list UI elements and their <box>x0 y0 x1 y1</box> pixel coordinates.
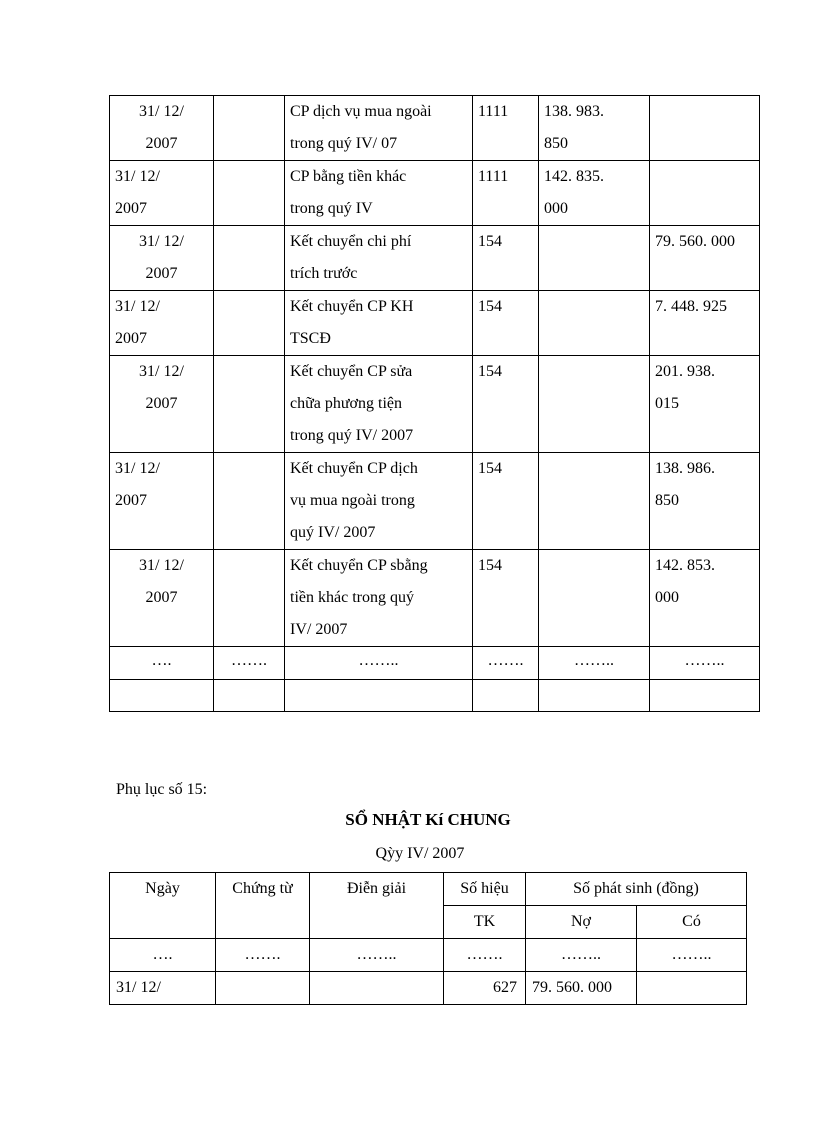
dots-cell: …….. <box>526 939 637 972</box>
empty-cell <box>473 680 539 712</box>
journal-header-row-1 <box>110 873 747 906</box>
ledger-debit <box>539 356 650 453</box>
ledger-row <box>110 453 760 550</box>
row-date: 31/ 12/ <box>110 972 216 1005</box>
ledger-description <box>285 550 473 647</box>
ledger-account-value: 1111 <box>478 168 509 185</box>
ledger-credit <box>650 356 760 453</box>
ledger-row <box>110 96 760 161</box>
ledger-row <box>110 356 760 453</box>
ledger-debit <box>539 161 650 226</box>
ledger-credit-line: 7. 448. 925 <box>655 298 727 315</box>
empty-cell <box>214 680 285 712</box>
ledger-voucher <box>214 356 285 453</box>
ledger-description-line: Kết chuyển chi phí <box>290 233 412 250</box>
ledger-voucher <box>214 291 285 356</box>
ledger-account <box>473 291 539 356</box>
ledger-date <box>110 96 214 161</box>
ledger-description-line: Kết chuyển CP dịch <box>290 460 418 477</box>
row-description <box>310 972 444 1005</box>
ledger-date-line: 31/ 12/ <box>139 557 184 574</box>
ledger-debit-line: 138. 983. <box>544 103 604 120</box>
ledger-description-line: chữa phương tiện <box>290 395 402 412</box>
ledger-table <box>109 95 760 712</box>
ledger-date <box>110 291 214 356</box>
journal-row <box>110 972 747 1005</box>
dots-cell: …….. <box>637 939 747 972</box>
ledger-dots-row <box>110 647 760 680</box>
ledger-date-line: 2007 <box>115 492 147 509</box>
ledger-account <box>473 96 539 161</box>
dots-cell: ……. <box>444 939 526 972</box>
ledger-credit-line: 201. 938. <box>655 363 715 380</box>
header-voucher: Chứng từ <box>216 873 310 939</box>
ledger-description <box>285 291 473 356</box>
ledger-description-line: trong quý IV/ 07 <box>290 135 398 152</box>
ledger-credit-line: 850 <box>655 492 679 509</box>
ledger-voucher <box>214 161 285 226</box>
empty-cell <box>285 680 473 712</box>
ledger-description-line: Kết chuyển CP sbằng <box>290 557 428 574</box>
ledger-date-line: 31/ 12/ <box>115 298 160 315</box>
ledger-credit <box>650 96 760 161</box>
ledger-row <box>110 550 760 647</box>
ledger-account <box>473 161 539 226</box>
ledger-account <box>473 226 539 291</box>
ledger-description-line: trong quý IV/ 2007 <box>290 427 414 444</box>
header-debit: Nợ <box>526 906 637 939</box>
ledger-description-line: TSCĐ <box>290 330 331 347</box>
header-account-number: Số hiệu <box>444 873 526 906</box>
ledger-voucher <box>214 96 285 161</box>
row-credit <box>637 972 747 1005</box>
ledger-date-line: 2007 <box>145 135 178 152</box>
ledger-date <box>110 161 214 226</box>
ledger-account-value: 154 <box>478 233 502 250</box>
dots-cell: …….. <box>539 647 650 680</box>
ledger-description-line: Kết chuyển CP KH <box>290 298 414 315</box>
ledger-row <box>110 226 760 291</box>
journal-title: SỔ NHẬT Kí CHUNG <box>345 810 511 829</box>
dots-cell: …. <box>110 939 216 972</box>
ledger-account-value: 154 <box>478 460 502 477</box>
ledger-account-value: 154 <box>478 298 502 315</box>
ledger-body <box>110 96 760 712</box>
ledger-credit-line: 000 <box>655 589 679 606</box>
ledger-description-line: trong quý IV <box>290 200 373 217</box>
ledger-date-line: 31/ 12/ <box>139 233 184 250</box>
ledger-date-line: 2007 <box>115 200 147 217</box>
ledger-debit <box>539 226 650 291</box>
ledger-credit <box>650 550 760 647</box>
dots-cell: …….. <box>285 647 473 680</box>
row-voucher <box>216 972 310 1005</box>
ledger-account-value: 154 <box>478 363 502 380</box>
ledger-date-line: 31/ 12/ <box>115 460 160 477</box>
ledger-description <box>285 356 473 453</box>
header-date: Ngày <box>110 873 216 939</box>
dots-cell: …….. <box>310 939 444 972</box>
empty-cell <box>539 680 650 712</box>
ledger-account-value: 154 <box>478 557 502 574</box>
ledger-date-line: 31/ 12/ <box>139 363 184 380</box>
dots-cell: ……. <box>216 939 310 972</box>
ledger-description-line: IV/ 2007 <box>290 621 348 638</box>
ledger-date-line: 31/ 12/ <box>139 103 184 120</box>
ledger-date-line: 31/ 12/ <box>115 168 160 185</box>
ledger-description-line: quý IV/ 2007 <box>290 524 376 541</box>
ledger-description <box>285 453 473 550</box>
header-description: Điễn giải <box>310 873 444 939</box>
row-account: 627 <box>444 972 526 1005</box>
ledger-voucher <box>214 453 285 550</box>
ledger-voucher <box>214 550 285 647</box>
ledger-description <box>285 161 473 226</box>
ledger-debit-line: 000 <box>544 200 568 217</box>
ledger-credit-line: 142. 853. <box>655 557 715 574</box>
ledger-description-line: CP bằng tiền khác <box>290 168 407 185</box>
ledger-account-value: 1111 <box>478 103 509 120</box>
dots-cell: …. <box>110 647 214 680</box>
ledger-credit <box>650 453 760 550</box>
ledger-credit-line: 79. 560. 000 <box>655 233 735 250</box>
ledger-empty-row <box>110 680 760 712</box>
header-credit: Có <box>637 906 747 939</box>
ledger-account <box>473 550 539 647</box>
ledger-date-line: 2007 <box>145 589 178 606</box>
ledger-description <box>285 96 473 161</box>
ledger-description <box>285 226 473 291</box>
dots-cell: ……. <box>214 647 285 680</box>
ledger-date <box>110 226 214 291</box>
ledger-date <box>110 453 214 550</box>
empty-cell <box>110 680 214 712</box>
journal-subtitle: Qỳy IV/ 2007 <box>375 845 465 862</box>
ledger-credit <box>650 291 760 356</box>
ledger-debit-line: 850 <box>544 135 568 152</box>
ledger-description-line: trích trước <box>290 265 358 282</box>
journal-dots-row <box>110 939 747 972</box>
ledger-debit <box>539 96 650 161</box>
ledger-date-line: 2007 <box>115 330 147 347</box>
ledger-debit <box>539 291 650 356</box>
ledger-row <box>110 291 760 356</box>
appendix-label: Phụ lục số 15: <box>116 781 208 798</box>
dots-cell: …….. <box>650 647 760 680</box>
ledger-credit-line: 138. 986. <box>655 460 715 477</box>
ledger-date <box>110 550 214 647</box>
ledger-description-line: Kết chuyển CP sửa <box>290 363 413 380</box>
ledger-voucher <box>214 226 285 291</box>
ledger-credit-line: 015 <box>655 395 679 412</box>
empty-cell <box>650 680 760 712</box>
ledger-debit <box>539 550 650 647</box>
ledger-date-line: 2007 <box>145 395 178 412</box>
ledger-description-line: vụ mua ngoài trong <box>290 492 415 509</box>
dots-cell: ……. <box>473 647 539 680</box>
row-debit: 79. 560. 000 <box>526 972 637 1005</box>
ledger-account <box>473 356 539 453</box>
ledger-date-line: 2007 <box>145 265 178 282</box>
ledger-debit <box>539 453 650 550</box>
ledger-credit <box>650 161 760 226</box>
ledger-credit <box>650 226 760 291</box>
ledger-date <box>110 356 214 453</box>
ledger-description-line: CP dịch vụ mua ngoài <box>290 103 432 120</box>
ledger-row <box>110 161 760 226</box>
ledger-account <box>473 453 539 550</box>
journal-table <box>109 872 747 1005</box>
ledger-description-line: tiền khác trong quý <box>290 589 414 606</box>
header-account-tk: TK <box>444 906 526 939</box>
ledger-debit-line: 142. 835. <box>544 168 604 185</box>
header-amount: Số phát sinh (đồng) <box>526 873 747 906</box>
